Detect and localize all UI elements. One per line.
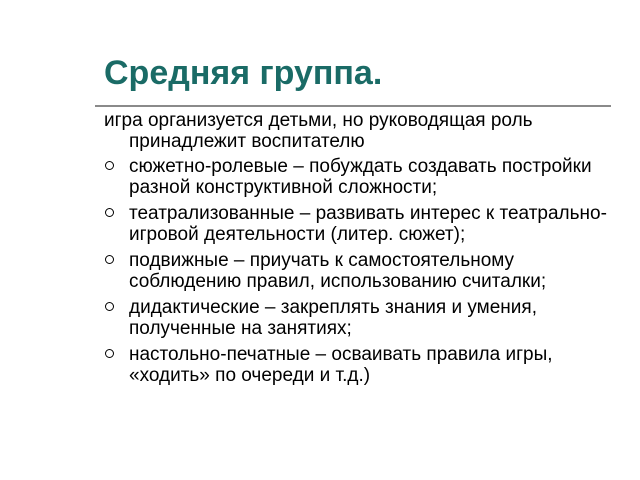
bullet-item [104, 297, 614, 339]
hollow-circle-bullet-icon [105, 208, 114, 217]
bullet-text: настольно-печатные – осваивать правила игры, «ходить» по очереди и т.д.) [129, 344, 553, 386]
bullet-list [104, 156, 614, 386]
bullet-text: подвижные – приучать к самостоятельному соблюдению правил, использованию считалки; [129, 250, 547, 292]
bullet-text: сюжетно-ролевые – побуждать создавать постройки разной конструктивной сложности; [129, 156, 592, 198]
title-divider [95, 105, 611, 107]
hollow-circle-bullet-icon [105, 255, 114, 264]
bullet-text: театрализованные – развивать интерес к театрально-игровой деятельности (литер. сюжет); [129, 203, 607, 245]
hollow-circle-bullet-icon [105, 302, 114, 311]
bullet-item [104, 203, 614, 245]
slide-title: Средняя группа. [104, 54, 383, 92]
bullet-item [104, 250, 614, 292]
bullet-text: дидактические – закреплять знания и умения, полученные на занятиях; [129, 297, 537, 339]
bullet-item [104, 344, 614, 386]
hollow-circle-bullet-icon [105, 161, 114, 170]
slide-body [104, 110, 614, 391]
intro-text: игра организуется детьми, но руководящая роль принадлежит воспитателю [104, 110, 533, 152]
bullet-item [104, 156, 614, 198]
hollow-circle-bullet-icon [105, 349, 114, 358]
